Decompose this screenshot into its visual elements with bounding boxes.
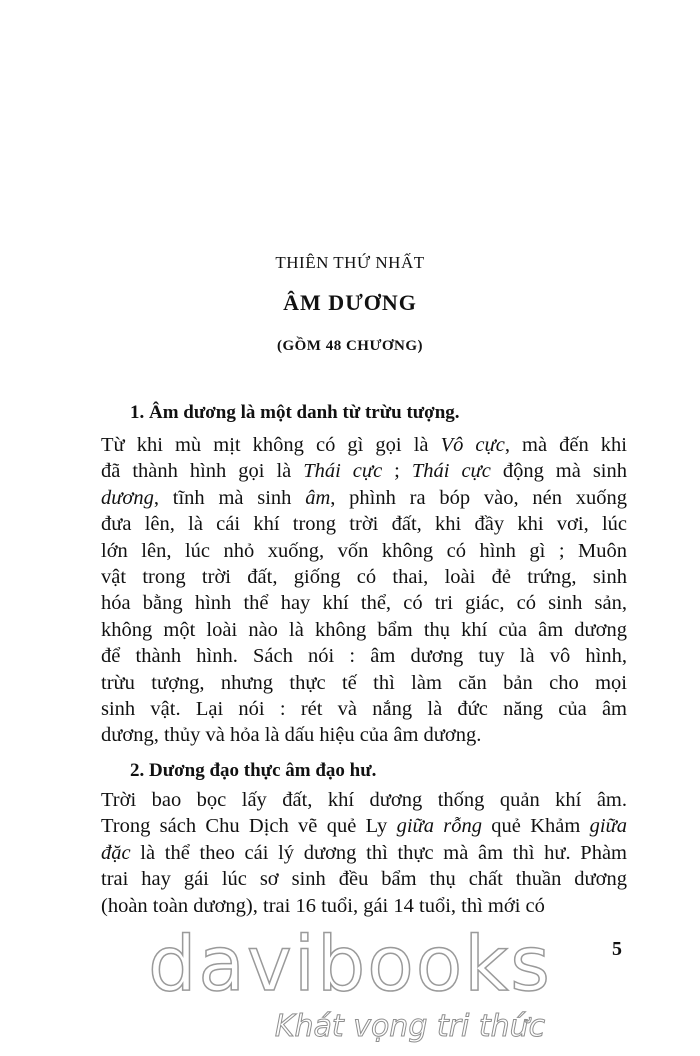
chapter-title: ÂM DƯƠNG bbox=[283, 290, 417, 315]
text-line: hóa bằng hình thể hay khí thể, có tri giác, có sinh sản, bbox=[101, 592, 627, 615]
section-2-paragraph bbox=[101, 787, 627, 919]
italic-term: giữa bbox=[589, 815, 627, 838]
text-line: đã thành hình gọi là Thái cực ; Thái cực động mà sinh bbox=[101, 460, 628, 483]
text-line: đưa lên, là cái khí trong trời đất, khi đầy khi vơi, lúc bbox=[101, 513, 627, 536]
section-1-paragraph bbox=[101, 432, 627, 749]
italic-term: đặc bbox=[101, 841, 131, 864]
italic-term: Thái cực bbox=[411, 460, 491, 483]
text-line: (hoàn toàn dương), trai 16 tuổi, gái 14 tuổi, thì mới có bbox=[101, 894, 545, 917]
chapter-subtitle: (GỒM 48 CHƯƠNG) bbox=[276, 338, 424, 354]
text-line: dương, thủy và hỏa là dấu hiệu của âm dương. bbox=[101, 724, 482, 747]
text-line: Trời bao bọc lấy đất, khí dương thống quản khí âm. bbox=[101, 789, 627, 811]
text-line: dương, tĩnh mà sinh âm, phình ra bóp vào, nén xuống bbox=[101, 486, 628, 509]
text-line: lớn lên, lúc nhỏ xuống, vốn không có hình gì ; Muôn bbox=[101, 539, 627, 562]
text-line: để thành hình. Sách nói : âm dương tuy là vô hình, bbox=[101, 645, 627, 668]
watermark-brand: davibooks bbox=[148, 919, 552, 1008]
part-title: THIÊN THỨ NHẤT bbox=[275, 253, 425, 272]
watermark-tagline: Khát vọng tri thức bbox=[274, 1009, 546, 1044]
text-line: Trong sách Chu Dịch vẽ quẻ Ly giữa rỗng quẻ Khảm giữa bbox=[101, 815, 627, 838]
italic-term: Thái cực bbox=[303, 460, 383, 483]
italic-term: âm bbox=[305, 486, 331, 509]
text-line: trừu tượng, nhưng thực tế thì làm căn bản cho mọi bbox=[101, 671, 627, 694]
italic-term: dương bbox=[101, 486, 154, 509]
italic-term: giữa rỗng bbox=[396, 815, 482, 838]
text-line: Từ khi mù mịt không có gì gọi là Vô cực, mà đến khi bbox=[101, 434, 628, 456]
page-number: 5 bbox=[612, 938, 622, 960]
text-line: sinh vật. Lại nói : rét và nắng là đức năng của âm bbox=[101, 698, 627, 721]
italic-term: Vô cực bbox=[440, 434, 505, 456]
section-heading-2: 2. Dương đạo thực âm đạo hư. bbox=[130, 760, 377, 781]
text-line: vật trong trời đất, giống có thai, loài đẻ trứng, sinh bbox=[101, 566, 627, 589]
text-line: trai hay gái lúc sơ sinh đều bẩm thụ chất thuần dương bbox=[101, 868, 627, 891]
text-line: đặc là thể theo cái lý dương thì thực mà âm thì hư. Phàm bbox=[101, 841, 627, 864]
section-heading-1: 1. Âm dương là một danh từ trừu tượng. bbox=[130, 402, 460, 423]
text-line: không một loài nào là không bẩm thụ khí của âm dương bbox=[101, 618, 627, 641]
